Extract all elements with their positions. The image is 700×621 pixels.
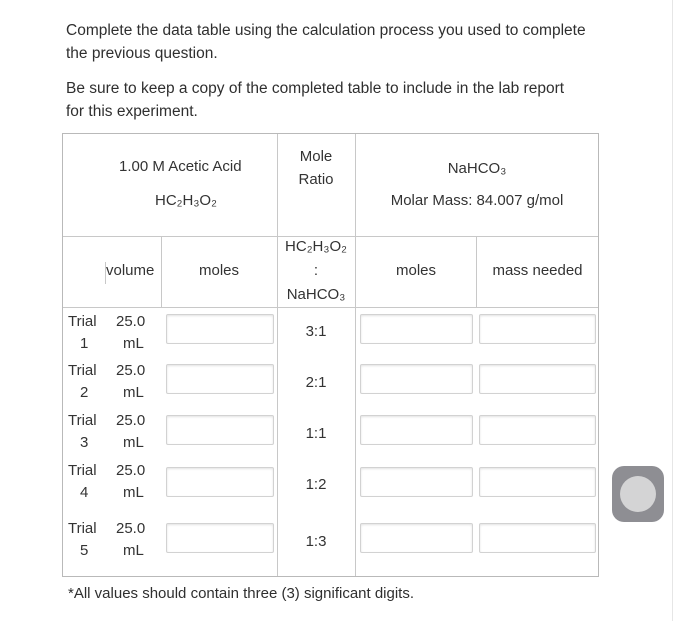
trial-volume: 25.0 mL — [116, 412, 146, 451]
col-moles-acid: moles — [199, 262, 240, 279]
trial-label: Trial 4 — [68, 462, 97, 501]
mass-needed-input[interactable] — [479, 415, 596, 445]
trial-volume: 25.0 mL — [116, 313, 146, 352]
ratio-sub-acid: HC₂H₃O₂ — [285, 238, 347, 255]
table-divider — [63, 236, 598, 237]
trial-volume: 25.0 mL — [116, 520, 146, 559]
acid-header: 1.00 M Acetic Acid — [119, 158, 242, 175]
base-moles-input[interactable] — [360, 415, 473, 445]
mole-ratio: 1:3 — [305, 533, 327, 550]
instruction-text: Complete the data table using the calculation process you used to complete the previous question. — [66, 22, 586, 62]
acid-moles-input[interactable] — [166, 364, 274, 394]
table-divider — [277, 134, 278, 576]
mole-ratio: 1:1 — [305, 425, 327, 442]
base-moles-input[interactable] — [360, 523, 473, 553]
mass-needed-input[interactable] — [479, 314, 596, 344]
mass-needed-input[interactable] — [479, 523, 596, 553]
col-moles-base: moles — [395, 262, 436, 279]
mass-needed-input[interactable] — [479, 364, 596, 394]
acid-formula: HC₂H₃O₂ — [155, 192, 217, 209]
trial-label: Trial 5 — [68, 520, 97, 559]
col-mass-needed: mass needed — [492, 262, 583, 279]
col-volume: volume — [106, 262, 155, 279]
acid-moles-input[interactable] — [166, 523, 274, 553]
base-header: NaHCO₃ — [447, 160, 507, 177]
acid-moles-input[interactable] — [166, 314, 274, 344]
mole-ratio: 2:1 — [305, 374, 327, 391]
table-divider — [63, 307, 598, 308]
trial-label: Trial 1 — [68, 313, 97, 352]
circle-icon — [620, 476, 656, 512]
base-moles-input[interactable] — [360, 364, 473, 394]
base-moles-input[interactable] — [360, 314, 473, 344]
base-moles-input[interactable] — [360, 467, 473, 497]
assistive-touch-button[interactable] — [612, 466, 664, 522]
footnote: *All values should contain three (3) significant digits. — [68, 585, 415, 602]
instruction-text-2: Be sure to keep a copy of the completed table to include in the lab report for this experiment. — [66, 80, 565, 120]
base-molar-mass: Molar Mass: 84.007 g/mol — [390, 192, 564, 209]
ratio-header-2: Ratio — [298, 171, 334, 188]
mole-ratio: 1:2 — [305, 476, 327, 493]
mole-ratio: 3:1 — [305, 323, 327, 340]
table-divider — [161, 236, 162, 307]
acid-moles-input[interactable] — [166, 415, 274, 445]
trial-label: Trial 2 — [68, 362, 97, 401]
ratio-header: Mole — [299, 148, 333, 165]
acid-moles-input[interactable] — [166, 467, 274, 497]
ratio-sub-base: NaHCO₃ — [286, 286, 346, 303]
ratio-sub-colon: : — [313, 262, 319, 279]
trial-label: Trial 3 — [68, 412, 97, 451]
trial-volume: 25.0 mL — [116, 462, 146, 501]
mass-needed-input[interactable] — [479, 467, 596, 497]
trial-volume: 25.0 mL — [116, 362, 146, 401]
